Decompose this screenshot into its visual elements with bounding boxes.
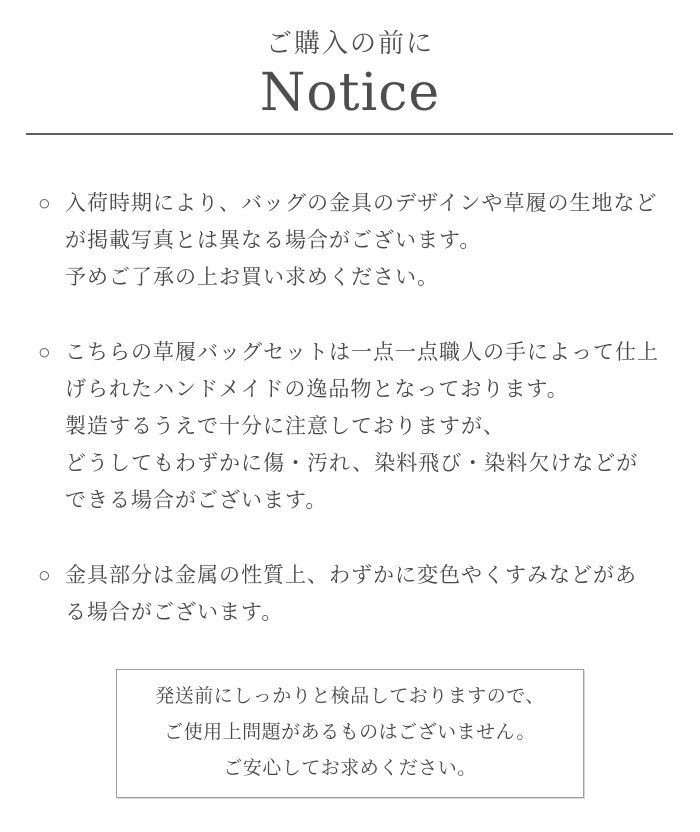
divider-rule [26,133,673,135]
assurance-text-line: ご安心してお求めください。 [223,757,477,779]
page-title: Notice [259,62,441,123]
notice-text-line: こちらの草履バッグセットは一点一点職人の手によって仕上 [65,340,659,364]
notice-text-line: る場合がございます。 [65,600,284,624]
assurance-box [116,669,584,798]
notice-item [38,185,674,296]
circle-bullet-icon: ○ [38,340,52,364]
notice-text-line: 入荷時期により、バッグの金具のデザインや草履の生地など [65,191,658,215]
notice-text-line: が掲載写真とは異なる場合がございます。 [65,228,482,252]
assurance-text-line: 発送前にしっかりと検品しておりますので、 [155,685,545,707]
circle-bullet-icon: ○ [38,563,52,587]
notice-text-line: 製造するうえで十分に注意しておりますが、 [65,414,505,438]
notice-item [38,557,674,631]
header [0,0,700,123]
notice-text-line: げられたハンドメイドの逸品物となっております。 [65,377,569,401]
notice-text-line: 予めご了承の上お買い求めください。 [65,265,439,289]
circle-bullet-icon: ○ [38,191,52,215]
assurance-text-line: ご使用上問題があるものはございません。 [164,721,536,743]
notice-text-line: どうしてもわずかに傷・汚れ、染料飛び・染料欠けなどが [65,451,639,475]
notice-list [38,185,674,631]
notice-item [38,334,674,519]
notice-text-line: 金具部分は金属の性質上、わずかに変色やくすみなどがあ [65,563,637,587]
header-subtitle: ご購入の前に [265,29,434,59]
notice-text-line: できる場合がございます。 [65,488,328,512]
